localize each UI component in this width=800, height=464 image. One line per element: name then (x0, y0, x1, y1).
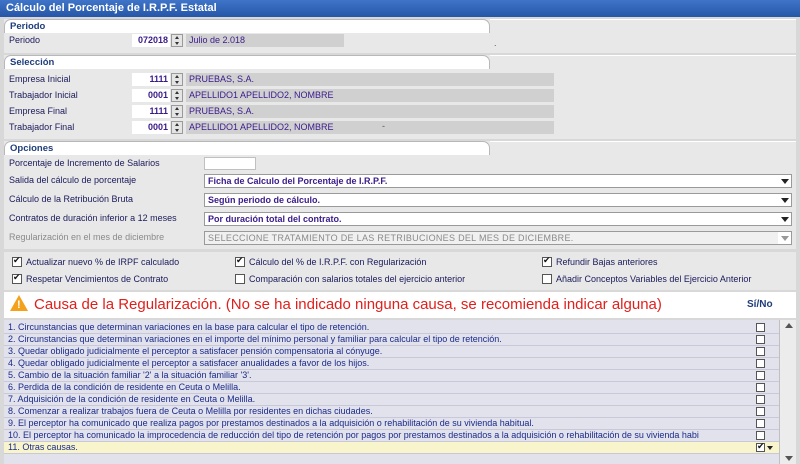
list-item[interactable] (4, 394, 779, 406)
trabajador-inicial-spinner[interactable] (171, 89, 183, 102)
trabajador-inicial-label: Trabajador Inicial (9, 90, 78, 100)
causa-checkbox[interactable] (756, 371, 765, 380)
contratos-row (4, 211, 796, 226)
retribucion-select-value: Según periodo de cálculo. (208, 195, 321, 205)
section-rule (490, 19, 796, 20)
periodo-code-input[interactable]: 072018 (132, 34, 170, 47)
periodo-panel (4, 19, 796, 53)
checkbox-label: Refundir Bajas anteriores (556, 257, 658, 267)
causa-checkbox[interactable] (756, 359, 765, 368)
list-item[interactable] (4, 430, 779, 442)
seleccion-panel (4, 55, 796, 139)
empresa-final-spinner[interactable] (171, 105, 183, 118)
list-item-text: 4. Quedar obligado judicialmente el perceptor a satisfacer anualidades a favor de los hijos. (8, 358, 370, 368)
list-item[interactable] (4, 418, 779, 430)
chevron-down-icon[interactable] (778, 175, 791, 187)
chevron-down-icon[interactable] (778, 213, 791, 225)
empresa-final-label: Empresa Final (9, 106, 68, 116)
salida-select-value: Ficha de Calculo del Porcentaje de I.R.P.F. (208, 176, 388, 186)
empresa-inicial-row (4, 72, 796, 87)
periodo-desc-text: Julio de 2.018 (189, 35, 246, 45)
checkbox-box[interactable] (235, 274, 245, 284)
list-item-text: 7. Adquisición de la condición de residente en Ceuta o Melilla. (8, 394, 256, 404)
list-item-selected[interactable] (4, 442, 779, 454)
list-item[interactable] (4, 382, 779, 394)
causa-checkbox[interactable] (756, 395, 765, 404)
causa-checkbox[interactable] (756, 431, 765, 440)
list-item[interactable] (4, 370, 779, 382)
chevron-down-icon (778, 232, 791, 244)
list-item-text: 11. Otras causas. (8, 442, 78, 452)
list-item-text: 5. Cambio de la situación familiar '2' a la situación familiar '3'. (8, 370, 252, 380)
chevron-down-icon[interactable] (778, 194, 791, 206)
empresa-inicial-description: PRUEBAS, S.A. (186, 73, 554, 86)
opciones-section-title: Opciones (4, 141, 490, 155)
list-item-text: 2. Circunstancias que determinan variaciones en el importe del mínimo personal y familiar para calcular el tipo de retención. (8, 334, 502, 344)
contratos-select-value: Por duración total del contrato. (208, 214, 342, 224)
periodo-description (186, 34, 344, 47)
checkbox-box[interactable] (12, 257, 22, 267)
causa-checkbox[interactable] (756, 347, 765, 356)
salida-row (4, 173, 796, 188)
list-item-text: 6. Perdida de la condición de residente en Ceuta o Melilla. (8, 382, 241, 392)
incremento-row (4, 156, 796, 171)
list-item-text: 9. El perceptor ha comunicado que realiza pagos por prestamos destinados a la adquisición o rehabilitación de su vivienda habitual. (8, 418, 534, 428)
list-item[interactable] (4, 358, 779, 370)
list-item-text: 10. El perceptor ha comunicado la improcedencia de reducción del tipo de retención por pagos por prestamos destinados a la adquisición o rehabilitación de su vivienda habi (8, 430, 699, 440)
list-item[interactable] (4, 322, 779, 334)
empresa-inicial-spinner[interactable] (171, 73, 183, 86)
retribucion-label: Cálculo de la Retribución Bruta (9, 194, 134, 204)
list-item-text: 8. Comenzar a realizar trabajos fuera de Ceuta o Melilla por residentes en dichas ciudades. (8, 406, 373, 416)
periodo-trailing-mark: . (494, 38, 497, 48)
list-item-text: 3. Quedar obligado judicialmente el perceptor a satisfacer pensión compensatoria al cónyuge. (8, 346, 383, 356)
salida-select[interactable] (204, 174, 792, 188)
section-rule (490, 55, 796, 56)
list-item[interactable] (4, 406, 779, 418)
causa-checkbox[interactable] (756, 383, 765, 392)
trabajador-final-code-input[interactable]: 0001 (132, 121, 170, 134)
trabajador-inicial-description: APELLIDO1 APELLIDO2, NOMBRE (186, 89, 554, 102)
periodo-row (4, 33, 796, 48)
retribucion-select[interactable] (204, 193, 792, 207)
regularizacion-select-value: SELECCIONE TRATAMIENTO DE LAS RETRIBUCIONES DEL MES DE DICIEMBRE. (208, 233, 574, 243)
trabajador-final-row (4, 120, 796, 135)
contratos-select[interactable] (204, 212, 792, 226)
trabajador-final-description (186, 121, 554, 134)
section-rule (490, 141, 796, 142)
trabajador-final-label: Trabajador Final (9, 122, 75, 132)
opciones-panel (4, 141, 796, 249)
list-item[interactable] (4, 346, 779, 358)
list-scrollbar[interactable] (779, 320, 796, 464)
checkbox-box[interactable] (12, 274, 22, 284)
list-item[interactable] (4, 334, 779, 346)
causa-checkbox[interactable] (756, 419, 765, 428)
warning-icon-mark: ! (17, 299, 21, 311)
regularizacion-row (4, 230, 796, 245)
periodo-label: Periodo (9, 35, 41, 45)
checkbox-label: Añadir Conceptos Variables del Ejercicio Anterior (556, 274, 752, 284)
incremento-input[interactable] (204, 157, 256, 170)
salida-label: Salida del cálculo de porcentaje (9, 175, 137, 185)
chevron-down-icon[interactable] (767, 446, 773, 450)
trabajador-inicial-row (4, 88, 796, 103)
causa-checkbox[interactable] (756, 323, 765, 332)
trabajador-final-trailing-mark: - (382, 121, 385, 131)
regularizacion-label: Regularización en el mes de diciembre (9, 232, 165, 242)
checkbox-label: Respetar Vencimientos de Contrato (26, 274, 169, 284)
list-item-text: 1. Circunstancias que determinan variaciones en la base para calcular el tipo de retención. (8, 322, 370, 332)
checkbox-box[interactable] (542, 274, 552, 284)
empresa-inicial-code-input[interactable]: 1111 (132, 73, 170, 86)
causa-checkbox[interactable] (756, 407, 765, 416)
retribucion-row (4, 192, 796, 207)
causa-title: Causa de la Regularización. (No se ha indicado ninguna causa, se recomienda indicar alguna) (34, 296, 662, 313)
trabajador-final-desc-text: APELLIDO1 APELLIDO2, NOMBRE (189, 122, 334, 132)
checkbox-box[interactable] (235, 257, 245, 267)
si-no-header: Sí/No (747, 299, 773, 310)
incremento-label: Porcentaje de Incremento de Salarios (9, 158, 160, 168)
causa-checkbox[interactable] (756, 335, 765, 344)
causa-list (4, 320, 796, 464)
checkbox-label: Comparación con salarios totales del ejercicio anterior (249, 274, 466, 284)
empresa-final-row (4, 104, 796, 119)
checkbox-box[interactable] (542, 257, 552, 267)
regularizacion-select (204, 231, 792, 245)
empresa-final-description: PRUEBAS, S.A. (186, 105, 554, 118)
empresa-final-code-input[interactable]: 1111 (132, 105, 170, 118)
periodo-spinner[interactable] (171, 34, 183, 47)
causa-header (4, 292, 796, 318)
scroll-up-icon[interactable] (785, 323, 793, 328)
checkbox-label: Cálculo del % de I.R.P.F. con Regularización (249, 257, 427, 267)
periodo-section-title: Periodo (4, 19, 490, 33)
options-checkboxes (4, 252, 796, 290)
scroll-down-icon[interactable] (785, 456, 793, 461)
causa-checkbox[interactable] (756, 443, 765, 452)
seleccion-section-title: Selección (4, 55, 490, 69)
checkbox-label: Actualizar nuevo % de IRPF calculado (26, 257, 180, 267)
trabajador-final-spinner[interactable] (171, 121, 183, 134)
window-title: Cálculo del Porcentaje de I.R.P.F. Estatal (0, 0, 800, 17)
contratos-label: Contratos de duración inferior a 12 meses (9, 213, 177, 223)
empresa-inicial-label: Empresa Inicial (9, 74, 71, 84)
trabajador-inicial-code-input[interactable]: 0001 (132, 89, 170, 102)
